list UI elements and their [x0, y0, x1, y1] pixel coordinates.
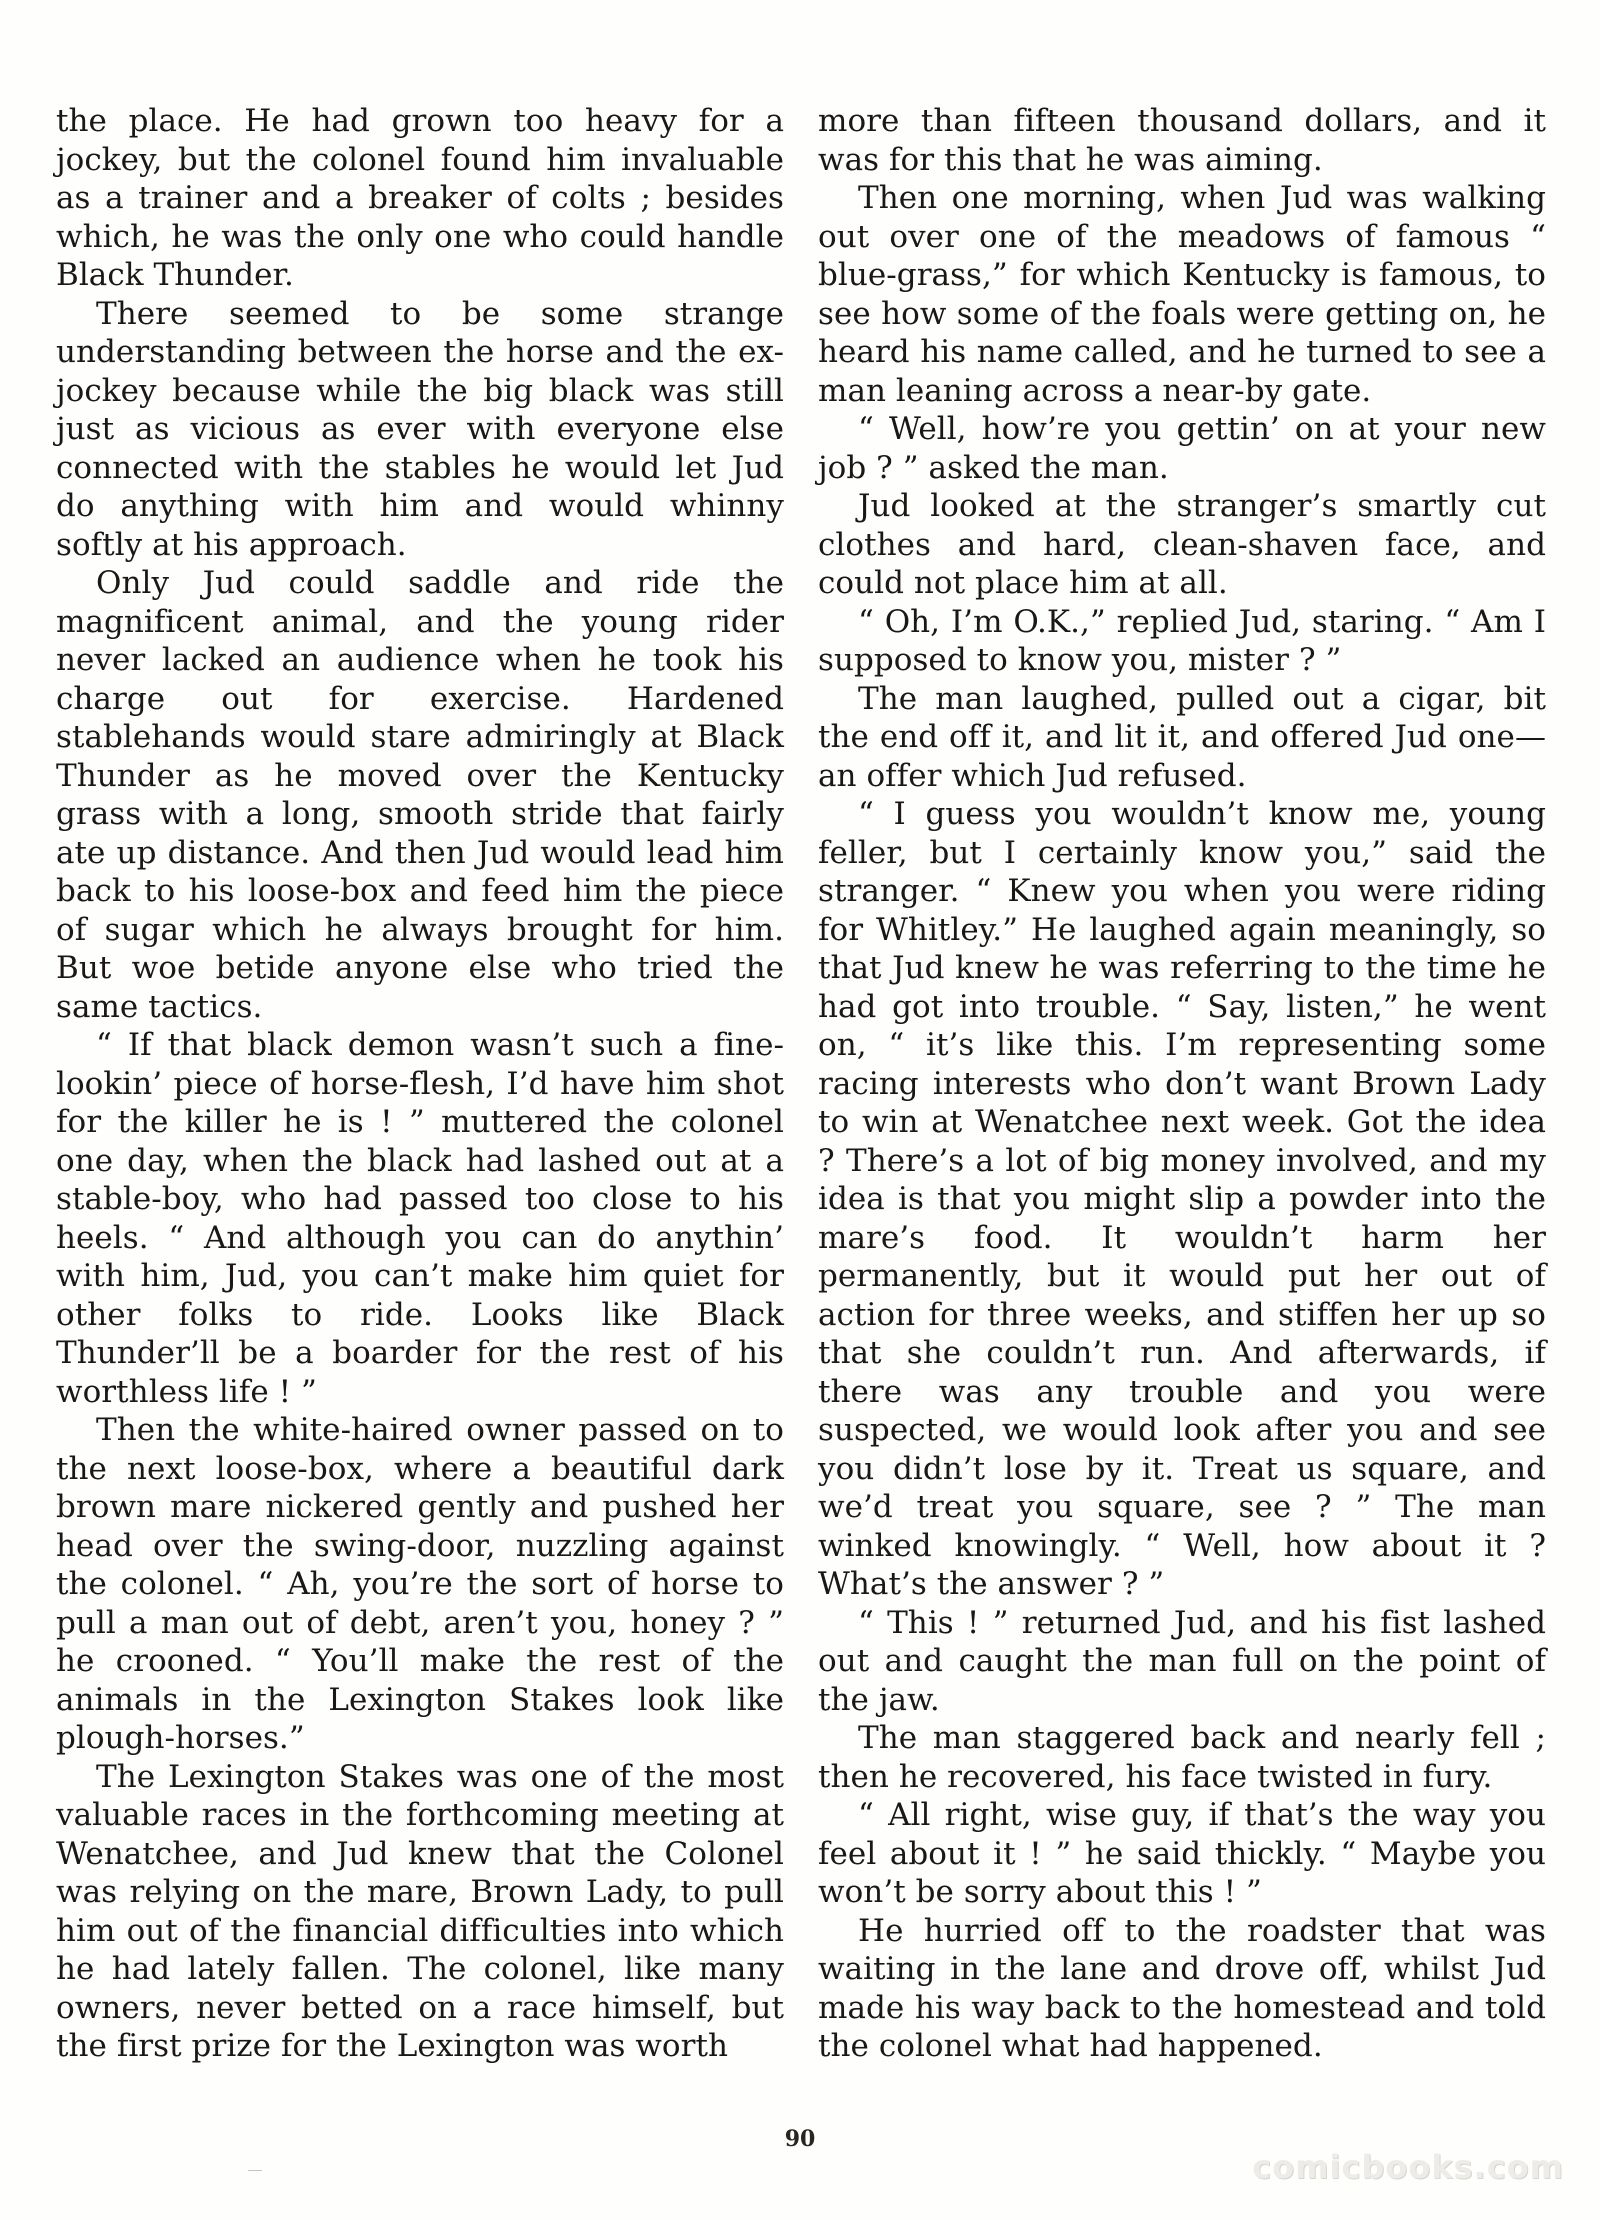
- paragraph: more than fifteen thousand dollars, and it was for this that he was aiming.: [818, 103, 1546, 178]
- paragraph: “ If that black demon wasn’t such a fine-lookin’ piece of horse-flesh, I’d have him shot for the killer he is ! ” muttered the colonel one day, when the black had lashed out at a stable-boy, who had passed too close to his heels. “ And although you can do anythin’ with him, Jud, you can’t make him quiet for other folks to ride. Looks like Black Thunder’ll be a boarder for the rest of his worthless life ! ”: [56, 1027, 784, 1410]
- paragraph: He hurried off to the roadster that was waiting in the lane and drove off, whilst Jud made his way back to the homestead and told the colonel what had happened.: [818, 1912, 1546, 2064]
- left-column: [56, 102, 784, 2066]
- paragraph: The man staggered back and nearly fell ; then he recovered, his face twisted in fury.: [818, 1720, 1546, 1795]
- paragraph: “ I guess you wouldn’t know me, young feller, but I certainly know you,” said the stranger. “ Knew you when you were riding for Whitley.” He laughed again meaningly, so that Jud knew he was referring to the time he had got into trouble. “ Say, listen,” he went on, “ it’s like this. I’m representing some racing interests who don’t want Brown Lady to win at Wenatchee next week. Got the idea ? There’s a lot of big money involved, and my idea is that you might slip a powder into the mare’s food. It wouldn’t harm her permanently, but it would put her out of action for three weeks, and stiffen her up so that she couldn’t run. And afterwards, if there was any trouble and you were suspected, we would look after you and see you didn’t lose by it. Treat us square, and we’d treat you square, see ? ” The man winked knowingly. “ Well, how about it ? What’s the answer ? ”: [818, 796, 1546, 1602]
- paragraph: Only Jud could saddle and ride the magnificent animal, and the young rider never lacked an audience when he took his charge out for exercise. Hardened stablehands would stare admiringly at Black Thunder as he moved over the Kentucky grass with a long, smooth stride that fairly ate up distance. And then Jud would lead him back to his loose-box and feed him the piece of sugar which he always brought for him. But woe betide anyone else who tried the same tactics.: [56, 565, 784, 1025]
- paragraph: The man laughed, pulled out a cigar, bit the end off it, and lit it, and offered Jud one—an offer which Jud refused.: [818, 680, 1546, 794]
- paragraph: Jud looked at the stranger’s smartly cut clothes and hard, clean-shaven face, and could not place him at all.: [818, 488, 1546, 601]
- paragraph: “ Well, how’re you gettin’ on at your new job ? ” asked the man.: [818, 411, 1546, 486]
- right-column: [818, 102, 1546, 2066]
- watermark: comicbooks.com: [1252, 2148, 1564, 2186]
- paragraph: The Lexington Stakes was one of the most valuable races in the forthcoming meeting at Wenatchee, and Jud knew that the Colonel was relying on the mare, Brown Lady, to pull him out of the financial difficulties into which he had lately fallen. The colonel, like many owners, never betted on a race himself, but the first prize for the Lexington was worth: [56, 1758, 784, 2064]
- paragraph: “ Oh, I’m O.K.,” replied Jud, staring. “ Am I supposed to know you, mister ? ”: [818, 603, 1546, 678]
- scan-mark: [248, 2170, 262, 2171]
- paragraph: Then the white-haired owner passed on to the next loose-box, where a beautiful dark brown mare nickered gently and pushed her head over the swing-door, nuzzling against the colonel. “ Ah, you’re the sort of horse to pull a man out of debt, aren’t you, honey ? ” he crooned. “ You’ll make the rest of the animals in the Lexington Stakes look like plough-horses.”: [56, 1412, 784, 1756]
- paragraph: the place. He had grown too heavy for a jockey, but the colonel found him invaluable as a trainer and a breaker of colts ; besides which, he was the only one who could handle Black Thunder.: [56, 103, 784, 293]
- page-number: 90: [784, 2126, 816, 2152]
- paragraph: There seemed to be some strange understanding between the horse and the ex-jockey because while the big black was still just as vicious as ever with everyone else connected with the stables he would let Jud do anything with him and would whinny softly at his approach.: [56, 295, 784, 563]
- paragraph: “ All right, wise guy, if that’s the way you feel about it ! ” he said thickly. “ Maybe you won’t be sorry about this ! ”: [818, 1797, 1546, 1910]
- paragraph: Then one morning, when Jud was walking out over one of the meadows of famous “ blue-grass,” for which Kentucky is famous, to see how some of the foals were getting on, he heard his name called, and he turned to see a man leaning across a near-by gate.: [818, 180, 1546, 409]
- paragraph: “ This ! ” returned Jud, and his fist lashed out and caught the man full on the point of the jaw.: [818, 1604, 1546, 1718]
